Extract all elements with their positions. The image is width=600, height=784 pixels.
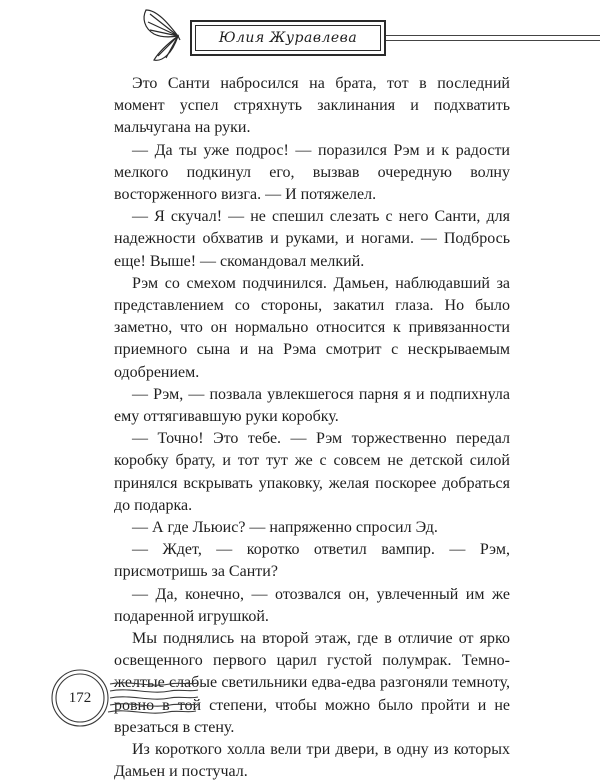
paragraph: — Рэм, — позвала увлекшегося парня я и подпихнула ему оттягивавшую руки коробку. (114, 385, 510, 426)
paragraph: Из короткого холла вели три двери, в одну из которых Дамьен и постучал. (114, 741, 510, 781)
paragraph: — Я скучал! — не спешил слезать с него Санти, для надежности обхватив и руками, и ногами. — Подбрось еще! Выше! — скомандовал мелкий. (114, 208, 510, 270)
page-number: 172 (68, 689, 92, 706)
postmark-stamp-icon (40, 664, 200, 746)
header-rule-top (386, 35, 600, 36)
paragraph: — А где Льюис? — напряженно спросил Эд. (132, 519, 438, 537)
paragraph: Рэм со смехом подчинился. Дамьен, наблюдавший за представлением со стороны, закатил глаза. Но было заметно, что он нормально относится к привязанности приемного сына и на Рэма смотрит с нескрываемым одобрением. (114, 274, 510, 381)
author-frame (190, 20, 386, 56)
header-rule-bottom (386, 40, 600, 41)
paragraph: Это Санти набросился на брата, тот в последний момент успел стряхнуть заклинания и подхватить мальчугана на руки. (114, 75, 510, 137)
paragraph: — Точно! Это тебе. — Рэм торжественно передал коробку брату, и тот тут же с совсем не детской силой принялся вскрывать упаковку, желая поскорее добраться до подарка. (114, 430, 510, 514)
running-header (0, 0, 600, 70)
paragraph: — Да, конечно, — отозвался он, увлеченный им же подаренной игрушкой. (114, 585, 510, 625)
paragraph: — Ждет, — коротко ответил вампир. — Рэм, присмотришь за Санти? (114, 541, 510, 581)
butterfly-wing-icon (140, 6, 182, 64)
author-name: Юлия Журавлева (218, 30, 358, 46)
paragraph: — Да ты уже подрос! — поразился Рэм и к радости мелкого подкинул его, вызвав очередную волну восторженного визга. — И потяжелел. (114, 141, 510, 204)
paragraph: Мы поднялись на второй этаж, где в отличие от ярко освещенного первого царил густой полумрак. Темно-желтые слабые светильники едва-едва разгоняли темноту, ровно в той степени, чтобы можно было пройти и не врезаться в стену. (114, 630, 510, 736)
